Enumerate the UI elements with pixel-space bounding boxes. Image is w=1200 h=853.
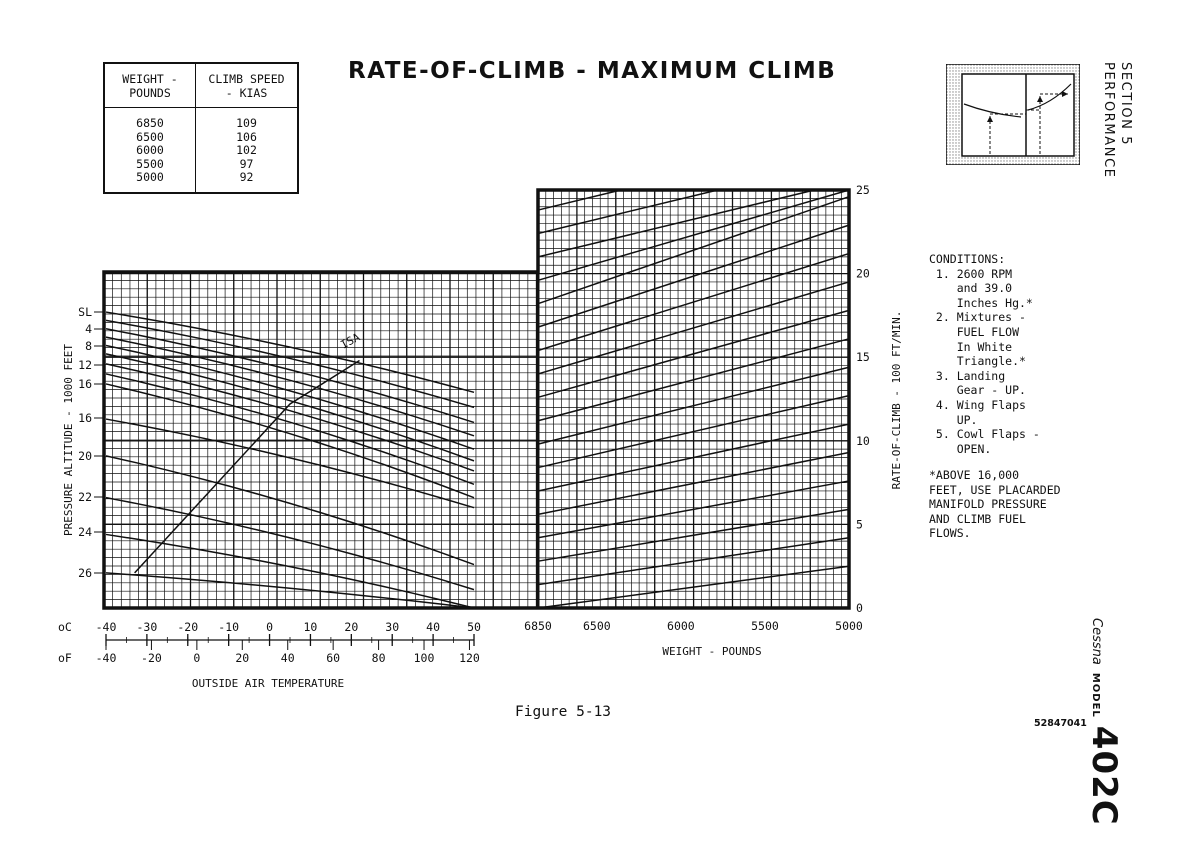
altitude-label: 12 [78,358,92,372]
weight-tick-label: 5500 [751,619,779,633]
altitude-curve [106,320,474,407]
altitude-label: 24 [78,525,92,539]
weight-value: 5000 [136,170,164,184]
section-name: PERFORMANCE [1101,62,1116,179]
celsius-tick-label: -30 [136,620,158,634]
weight-value: 6500 [136,129,164,144]
fahrenheit-tick-label: 80 [371,651,386,665]
rate-tick-label: 15 [856,350,870,365]
celsius-tick-label: -10 [218,620,240,634]
rate-tick-label: 10 [856,433,870,448]
altitude-label: 26 [78,566,92,580]
section-number: SECTION 5 [1118,62,1133,147]
climb-speed-value: 102 [236,143,257,157]
weight-tick-label: 6500 [582,619,611,633]
altitude-label: 20 [78,449,92,463]
altitude-label: SL [78,305,92,319]
chart-title: RATE-OF-CLIMB - MAXIMUM CLIMB [348,58,837,84]
document-code: 52847041 [1034,718,1087,729]
fahrenheit-tick-label: 100 [413,651,435,665]
celsius-tick-label: 0 [266,620,274,634]
rate-tick-label: 0 [856,601,863,615]
celsius-tick-label: 20 [344,620,359,634]
model-number: 402C [1084,725,1124,826]
altitude-label: 4 [85,322,92,336]
fahrenheit-tick-label: 40 [280,651,295,665]
climb-speed-value: 109 [236,116,257,130]
altitude-curve [106,456,474,565]
fahrenheit-tick-label: 60 [326,651,341,665]
celsius-tick-label: -40 [95,620,117,634]
weight-header-text: WEIGHT - POUNDS [122,71,178,100]
altitude-curve [106,419,474,508]
brand-logo-text: Cessna [1089,618,1104,665]
weight-value: 6000 [136,143,164,157]
altitude-curve [106,329,474,423]
celsius-tick-label: 10 [303,620,318,634]
celsius-tick-label: 50 [467,620,481,634]
celsius-unit-label: oC [58,620,72,634]
weight-tick-label: 6850 [524,619,552,633]
celsius-tick-label: -20 [177,620,199,634]
fahrenheit-unit-label: oF [58,651,72,665]
x-axis-title-weight: WEIGHT - POUNDS [662,645,762,658]
climb-speed-value: 97 [239,156,254,171]
celsius-tick-label: 30 [385,620,400,634]
altitude-note: *ABOVE 16,000 FEET, USE PLACARDED MANIFOLD PRESSURE AND CLIMB FUEL FLOWS. [929,468,1061,541]
climb-speed-value: 92 [239,170,254,184]
rate-tick-label: 5 [856,517,863,532]
fahrenheit-tick-label: 120 [459,651,480,665]
weight-value: 5500 [136,156,164,171]
conditions-list: CONDITIONS: 1. 2600 RPM and 39.0 Inches Hg.* 2. Mixtures - FUEL FLOW In White Triangle.* 3. Landing Gear - UP. 4. Wing Flaps UP. 5. Cowl Flaps - OPEN. [929,252,1040,456]
climb-speed-value: 106 [236,129,257,144]
weight-guide-line [538,190,718,233]
altitude-label: 8 [85,339,92,353]
altitude-curve [106,573,474,608]
weight-tick-label: 6000 [667,619,695,633]
climb-speed-header-text: CLIMB SPEED - KIAS [208,71,285,100]
rate-tick-label: 20 [856,266,870,281]
model-word: MODEL [1090,672,1101,718]
celsius-tick-label: 40 [426,620,441,634]
altitude-label: 16 [78,377,92,391]
altitude-label: 16 [78,411,92,425]
fahrenheit-tick-label: 20 [235,651,250,665]
x-axis-title-temperature: OUTSIDE AIR TEMPERATURE [191,677,345,690]
y-axis-title-rate: RATE-OF-CLIMB - 100 FT/MIN. [890,310,903,490]
fahrenheit-tick-label: -40 [95,651,117,665]
rate-tick-label: 25 [856,183,870,197]
weight-tick-label: 5000 [835,619,863,633]
y-axis-title-altitude: PRESSURE ALTITUDE - 1000 FEET [62,343,75,537]
weight-value: 6850 [136,116,164,130]
altitude-label: 22 [78,490,92,504]
fahrenheit-tick-label: 0 [193,651,201,665]
figure-caption: Figure 5-13 [515,704,612,720]
fahrenheit-tick-label: -20 [141,651,162,665]
isa-label: ISA [338,330,363,352]
